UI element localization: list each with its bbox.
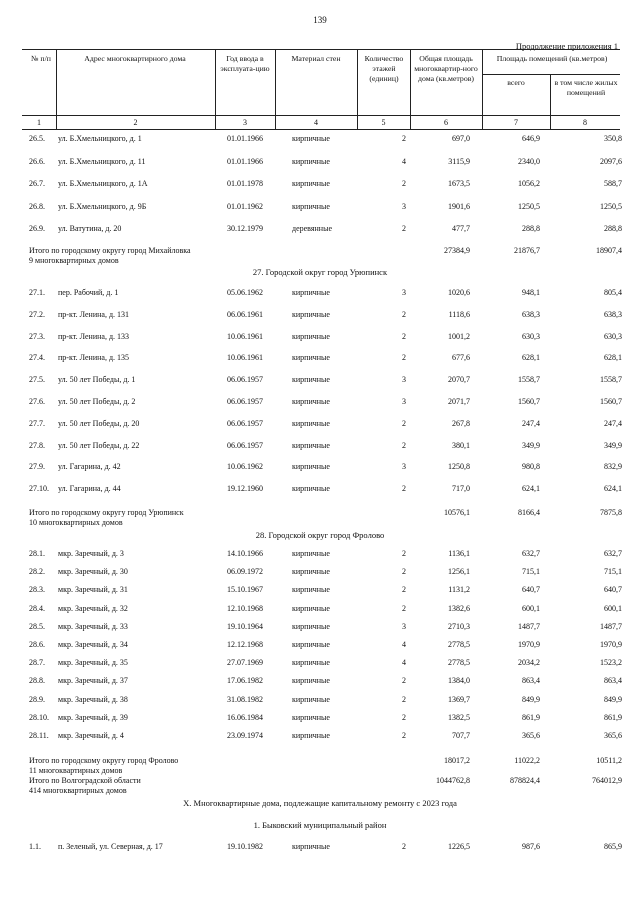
rooms-area-cell: 1558,7: [518, 375, 540, 385]
total-count: 414 многоквартирных домов: [29, 786, 127, 795]
col-num-2: 2: [133, 118, 138, 127]
total-area-living: 7875,8: [600, 508, 622, 517]
living-area-cell: 365,6: [604, 731, 622, 740]
living-area-cell: 628,1: [604, 353, 622, 363]
commission-date-cell: 06.09.1972: [227, 567, 263, 577]
address-cell: мкр. Заречный, д. 37: [58, 676, 128, 686]
address-cell: ул. Б.Хмельницкого, д. 9Б: [58, 201, 147, 211]
table-row: [0, 331, 640, 343]
rooms-area-cell: 640,7: [522, 585, 540, 595]
living-area-cell: 715,1: [604, 567, 622, 577]
commission-date-cell: 15.10.1967: [227, 585, 263, 595]
rooms-area-cell: 2340,0: [518, 156, 540, 166]
total-area-cell: 1131,2: [448, 585, 470, 595]
commission-date-cell: 19.10.1964: [227, 621, 263, 631]
total-count: 10 многоквартирных домов: [29, 518, 123, 527]
total-area-cell: 1384,0: [448, 676, 470, 686]
rooms-area-cell: 630,3: [522, 331, 540, 341]
table-row: [0, 287, 640, 299]
table-row: [0, 675, 640, 687]
row-number: 26.9.: [29, 224, 45, 233]
commission-date-cell: 01.01.1962: [227, 201, 263, 211]
wall-material-cell: кирпичные: [292, 179, 330, 188]
rooms-area-cell: 628,1: [522, 353, 540, 363]
floors-cell: 2: [402, 731, 406, 740]
floors-cell: 2: [402, 549, 406, 558]
wall-material-cell: кирпичные: [292, 156, 330, 166]
address-cell: мкр. Заречный, д. 31: [58, 585, 128, 595]
rooms-area-cell: 1056,2: [518, 179, 540, 188]
floors-cell: 2: [402, 353, 406, 363]
total-area-cell: 717,0: [452, 484, 470, 494]
rooms-area-cell: 715,1: [522, 567, 540, 577]
total-count: 11 многоквартирных домов: [29, 766, 123, 775]
living-area-cell: 2097,6: [600, 156, 622, 166]
wall-material-cell: кирпичные: [292, 731, 330, 740]
total-area-cell: 2710,3: [448, 621, 470, 631]
row-number: 27.6.: [29, 397, 45, 406]
table-row: [0, 657, 640, 669]
living-area-cell: 849,9: [604, 694, 622, 704]
address-cell: пр-кт. Ленина, д. 131: [58, 309, 130, 319]
row-number: 27.9.: [29, 462, 45, 472]
floors-cell: 3: [402, 375, 406, 385]
total-area-cell: 1256,1: [448, 567, 470, 577]
col-num-7: 7: [514, 118, 518, 127]
rooms-area-cell: 632,7: [522, 549, 540, 558]
rooms-area-cell: 948,1: [522, 288, 540, 297]
total-area-living: 764012,9: [592, 776, 622, 785]
header-floors: Количество этажей (единиц): [364, 54, 404, 83]
commission-date-cell: 31.08.1982: [227, 694, 263, 704]
total-area-cell: 2778,5: [448, 658, 470, 668]
living-area-cell: 600,1: [604, 603, 622, 613]
total-label: Итого по городскому округу город Михайловка: [29, 246, 191, 255]
table-row: [0, 712, 640, 724]
header-address: Адрес многоквартирного дома: [84, 54, 186, 63]
address-cell: мкр. Заречный, д. 33: [58, 621, 128, 631]
commission-date-cell: 06.06.1957: [227, 440, 263, 450]
total-area-cell: 2778,5: [448, 640, 470, 649]
row-number: 28.9.: [29, 694, 45, 704]
living-area-cell: 350,8: [604, 134, 622, 143]
row-number: 26.8.: [29, 201, 45, 211]
rooms-area-cell: 600,1: [522, 603, 540, 613]
commission-date-cell: 06.06.1957: [227, 418, 263, 428]
section-heading: X. Многоквартирные дома, подлежащие капитальному ремонту с 2023 года: [183, 798, 457, 808]
wall-material-cell: кирпичные: [292, 440, 330, 450]
living-area-cell: 288,8: [604, 224, 622, 233]
floors-cell: 4: [402, 156, 406, 166]
address-cell: мкр. Заречный, д. 35: [58, 658, 128, 668]
continuation-note: Продолжение приложения 1: [515, 41, 618, 51]
floors-cell: 2: [402, 676, 406, 686]
floors-cell: 3: [402, 288, 406, 297]
total-area-cell: 697,0: [452, 134, 470, 143]
wall-material-cell: кирпичные: [292, 309, 330, 319]
wall-material-cell: кирпичные: [292, 462, 330, 472]
commission-date-cell: 06.06.1961: [227, 309, 263, 319]
total-area-cell: 677,6: [452, 353, 470, 363]
commission-date-cell: 01.01.1966: [227, 134, 263, 143]
total-area: 1044762,8: [436, 776, 470, 785]
row-number: 27.10.: [29, 484, 49, 494]
row-number: 27.2.: [29, 309, 45, 319]
table-row: [0, 178, 640, 190]
rooms-area-cell: 1560,7: [518, 397, 540, 406]
commission-date-cell: 10.06.1961: [227, 331, 263, 341]
total-area-cell: 477,7: [452, 224, 470, 233]
living-area-cell: 832,9: [604, 462, 622, 472]
floors-cell: 2: [402, 179, 406, 188]
living-area-cell: 638,3: [604, 309, 622, 319]
floors-cell: 2: [402, 603, 406, 613]
wall-material-cell: кирпичные: [292, 201, 330, 211]
page-number: 139: [313, 15, 327, 25]
commission-date-cell: 01.01.1966: [227, 156, 263, 166]
section-heading: 27. Городской округ город Урюпинск: [252, 267, 388, 277]
table-row: [0, 156, 640, 168]
wall-material-cell: кирпичные: [292, 331, 330, 341]
table-row: [0, 548, 640, 560]
total-label: Итого по городскому округу город Фролово: [29, 756, 179, 765]
table-row: [0, 603, 640, 615]
total-area: 18017,2: [444, 756, 470, 765]
row-number: 28.6.: [29, 640, 45, 649]
commission-date-cell: 01.01.1978: [227, 179, 263, 188]
header-year: Год ввода в эксплуата-цию: [220, 54, 270, 73]
address-cell: пр-кт. Ленина, д. 133: [58, 331, 130, 341]
rooms-area-cell: 638,3: [522, 309, 540, 319]
row-number: 26.5.: [29, 134, 45, 143]
total-label: Итого по городскому округу город Урюпинск: [29, 508, 184, 517]
floors-cell: 2: [402, 694, 406, 704]
table-row: [0, 730, 640, 742]
header-num: № п/п: [31, 54, 51, 63]
table-row: [0, 694, 640, 706]
address-cell: мкр. Заречный, д. 30: [58, 567, 128, 577]
rooms-area-cell: 247,4: [522, 418, 540, 428]
col-num-3: 3: [243, 118, 247, 127]
total-area-cell: 1673,5: [448, 179, 470, 188]
commission-date-cell: 27.07.1969: [227, 658, 263, 668]
table-row: [0, 374, 640, 386]
floors-cell: 3: [402, 462, 406, 472]
address-cell: мкр. Заречный, д. 3: [58, 549, 124, 558]
commission-date-cell: 19.10.1982: [227, 842, 263, 851]
wall-material-cell: кирпичные: [292, 375, 330, 385]
commission-date-cell: 12.10.1968: [227, 603, 263, 613]
commission-date-cell: 30.12.1979: [227, 224, 263, 233]
table-row: [0, 223, 640, 235]
address-cell: мкр. Заречный, д. 34: [58, 640, 128, 649]
total-area-all: 11022,2: [514, 756, 540, 765]
floors-cell: 2: [402, 484, 406, 494]
floors-cell: 2: [402, 309, 406, 319]
header-area-total: Общая площадь многоквартир-ного дома (кв.метров): [414, 54, 478, 83]
section-heading: 28. Городской округ город Фролово: [255, 530, 385, 540]
commission-date-cell: 10.06.1961: [227, 353, 263, 363]
row-number: 28.8.: [29, 676, 45, 686]
living-area-cell: 805,4: [604, 288, 622, 297]
total-area-cell: 1382,5: [448, 712, 470, 722]
wall-material-cell: кирпичные: [292, 694, 330, 704]
living-area-cell: 1558,7: [600, 375, 622, 385]
living-area-cell: 1250,5: [600, 201, 622, 211]
commission-date-cell: 06.06.1957: [227, 375, 263, 385]
table-row: [0, 566, 640, 578]
row-number: 28.11.: [29, 731, 49, 740]
commission-date-cell: 19.12.1960: [227, 484, 263, 494]
address-cell: п. Зеленый, ул. Северная, д. 17: [58, 842, 163, 851]
address-cell: мкр. Заречный, д. 32: [58, 603, 128, 613]
col-num-4: 4: [314, 118, 318, 127]
address-cell: ул. 50 лет Победы, д. 1: [58, 375, 136, 385]
col-num-5: 5: [381, 118, 386, 127]
total-area-cell: 1901,6: [448, 201, 470, 211]
wall-material-cell: кирпичные: [292, 418, 330, 428]
floors-cell: 3: [402, 621, 406, 631]
floors-cell: 4: [402, 640, 406, 649]
col-num-6: 6: [444, 118, 448, 127]
table-row: [0, 584, 640, 596]
table-row: [0, 201, 640, 213]
section-subheading: 1. Быковский муниципальный район: [253, 820, 387, 830]
rooms-area-cell: 987,6: [522, 842, 540, 851]
row-number: 28.2.: [29, 567, 45, 577]
living-area-cell: 1970,9: [600, 640, 622, 649]
rooms-area-cell: 349,9: [522, 440, 540, 450]
floors-cell: 2: [402, 134, 406, 143]
row-number: 28.10.: [29, 712, 49, 722]
header-material: Материал стен: [291, 54, 341, 63]
floors-cell: 2: [402, 224, 406, 233]
row-number: 27.7.: [29, 418, 45, 428]
commission-date-cell: 23.09.1974: [227, 731, 263, 740]
living-area-cell: 1560,7: [600, 397, 622, 406]
rooms-area-cell: 863,4: [522, 676, 540, 686]
total-area-cell: 1001,2: [448, 331, 470, 341]
total-area-living: 10511,2: [596, 756, 622, 765]
row-number: 28.3.: [29, 585, 45, 595]
living-area-cell: 1487,7: [600, 621, 622, 631]
total-area-cell: 2070,7: [448, 375, 470, 385]
address-cell: ул. Гагарина, д. 44: [58, 484, 121, 494]
wall-material-cell: кирпичные: [292, 603, 330, 613]
living-area-cell: 630,3: [604, 331, 622, 341]
total-area-cell: 707,7: [452, 731, 470, 740]
total-area-living: 18907,4: [596, 246, 622, 255]
commission-date-cell: 16.06.1984: [227, 712, 263, 722]
row-number: 1.1.: [29, 842, 41, 851]
rooms-area-cell: 646,9: [522, 134, 540, 143]
table-row: [0, 639, 640, 651]
rooms-area-cell: 2034,2: [518, 658, 540, 668]
total-area: 27384,9: [444, 246, 470, 255]
table-row: [0, 461, 640, 473]
row-number: 26.6.: [29, 156, 45, 166]
wall-material-cell: кирпичные: [292, 484, 330, 494]
wall-material-cell: кирпичные: [292, 842, 330, 851]
floors-cell: 2: [402, 418, 406, 428]
col-num-1: 1: [37, 118, 41, 127]
total-area-cell: 380,1: [452, 440, 470, 450]
commission-date-cell: 10.06.1962: [227, 462, 263, 472]
living-area-cell: 861,9: [604, 712, 622, 722]
total-area-cell: 2071,7: [448, 397, 470, 406]
row-number: 27.3.: [29, 331, 45, 341]
total-count: 9 многоквартирных домов: [29, 256, 119, 265]
header-area-rooms: Площадь помещений (кв.метров): [496, 54, 608, 63]
total-area-cell: 1226,5: [448, 842, 470, 851]
address-cell: ул. Ватутина, д. 20: [58, 224, 122, 233]
living-area-cell: 632,7: [604, 549, 622, 558]
row-number: 27.4.: [29, 353, 45, 363]
address-cell: ул. 50 лет Победы, д. 2: [58, 397, 136, 406]
floors-cell: 3: [402, 201, 406, 211]
table-row: [0, 621, 640, 633]
wall-material-cell: кирпичные: [292, 676, 330, 686]
floors-cell: 2: [402, 842, 406, 851]
table-row: [0, 133, 640, 145]
living-area-cell: 588,7: [604, 179, 622, 188]
wall-material-cell: кирпичные: [292, 353, 330, 363]
address-cell: ул. Б.Хмельницкого, д. 11: [58, 156, 146, 166]
wall-material-cell: кирпичные: [292, 549, 330, 558]
wall-material-cell: кирпичные: [292, 567, 330, 577]
row-number: 28.1.: [29, 549, 45, 558]
wall-material-cell: кирпичные: [292, 288, 330, 297]
wall-material-cell: кирпичные: [292, 658, 330, 668]
total-area-cell: 1250,8: [448, 462, 470, 472]
table-row: [0, 841, 640, 853]
total-area-all: 8166,4: [518, 508, 540, 517]
row-number: 28.4.: [29, 603, 45, 613]
floors-cell: 2: [402, 331, 406, 341]
total-area: 10576,1: [444, 508, 470, 517]
table-row: [0, 396, 640, 408]
floors-cell: 4: [402, 658, 406, 668]
living-area-cell: 640,7: [604, 585, 622, 595]
total-area-cell: 1369,7: [448, 694, 470, 704]
address-cell: ул. Б.Хмельницкого, д. 1А: [58, 179, 148, 188]
rooms-area-cell: 980,8: [522, 462, 540, 472]
wall-material-cell: кирпичные: [292, 397, 330, 406]
address-cell: пр-кт. Ленина, д. 135: [58, 353, 130, 363]
total-area-all: 878824,4: [510, 776, 540, 785]
rooms-area-cell: 624,1: [522, 484, 540, 494]
total-area-cell: 1118,6: [448, 309, 470, 319]
row-number: 26.7.: [29, 179, 45, 188]
floors-cell: 2: [402, 440, 406, 450]
commission-date-cell: 05.06.1962: [227, 288, 263, 297]
wall-material-cell: кирпичные: [292, 712, 330, 722]
table-row: [0, 352, 640, 364]
row-number: 28.7.: [29, 658, 45, 668]
address-cell: мкр. Заречный, д. 38: [58, 694, 128, 704]
living-area-cell: 349,9: [604, 440, 622, 450]
header-area-all: всего: [507, 78, 525, 87]
address-cell: ул. 50 лет Победы, д. 20: [58, 418, 140, 428]
floors-cell: 3: [402, 397, 406, 406]
floors-cell: 2: [402, 712, 406, 722]
row-number: 27.5.: [29, 375, 45, 385]
table-row: [0, 483, 640, 495]
rooms-area-cell: 1250,5: [518, 201, 540, 211]
wall-material-cell: деревянные: [292, 224, 333, 233]
wall-material-cell: кирпичные: [292, 585, 330, 595]
wall-material-cell: кирпичные: [292, 640, 330, 649]
address-cell: пер. Рабочий, д. 1: [58, 288, 119, 297]
wall-material-cell: кирпичные: [292, 621, 330, 631]
commission-date-cell: 12.12.1968: [227, 640, 263, 649]
living-area-cell: 863,4: [604, 676, 622, 686]
rooms-area-cell: 288,8: [522, 224, 540, 233]
address-cell: мкр. Заречный, д. 4: [58, 731, 124, 740]
total-label: Итого по Волгоградской области: [29, 776, 141, 785]
living-area-cell: 865,9: [604, 842, 622, 851]
living-area-cell: 247,4: [604, 418, 622, 428]
floors-cell: 2: [402, 567, 406, 577]
row-number: 27.1.: [29, 288, 45, 297]
table-row: [0, 309, 640, 321]
rooms-area-cell: 1970,9: [518, 640, 540, 649]
total-area-all: 21876,7: [514, 246, 540, 255]
table-row: [0, 418, 640, 430]
floors-cell: 2: [402, 585, 406, 595]
row-number: 27.8.: [29, 440, 45, 450]
col-num-8: 8: [583, 118, 587, 127]
rooms-area-cell: 365,6: [522, 731, 540, 740]
living-area-cell: 624,1: [604, 484, 622, 494]
table-row: [0, 440, 640, 452]
commission-date-cell: 17.06.1982: [227, 676, 263, 686]
address-cell: ул. Гагарина, д. 42: [58, 462, 121, 472]
total-area-cell: 1136,1: [448, 549, 470, 558]
rooms-area-cell: 861,9: [522, 712, 540, 722]
address-cell: мкр. Заречный, д. 39: [58, 712, 128, 722]
header-area-living: в том числе жилых помещений: [554, 78, 618, 97]
total-area-cell: 1382,6: [448, 603, 470, 613]
total-area-cell: 267,8: [452, 418, 470, 428]
rooms-area-cell: 1487,7: [518, 621, 540, 631]
rooms-area-cell: 849,9: [522, 694, 540, 704]
wall-material-cell: кирпичные: [292, 134, 330, 143]
commission-date-cell: 14.10.1966: [227, 549, 263, 558]
total-area-cell: 1020,6: [448, 288, 470, 297]
address-cell: ул. Б.Хмельницкого, д. 1: [58, 134, 142, 143]
living-area-cell: 1523,2: [600, 658, 622, 668]
commission-date-cell: 06.06.1957: [227, 397, 263, 406]
total-area-cell: 3115,9: [448, 156, 470, 166]
address-cell: ул. 50 лет Победы, д. 22: [58, 440, 140, 450]
row-number: 28.5.: [29, 621, 45, 631]
